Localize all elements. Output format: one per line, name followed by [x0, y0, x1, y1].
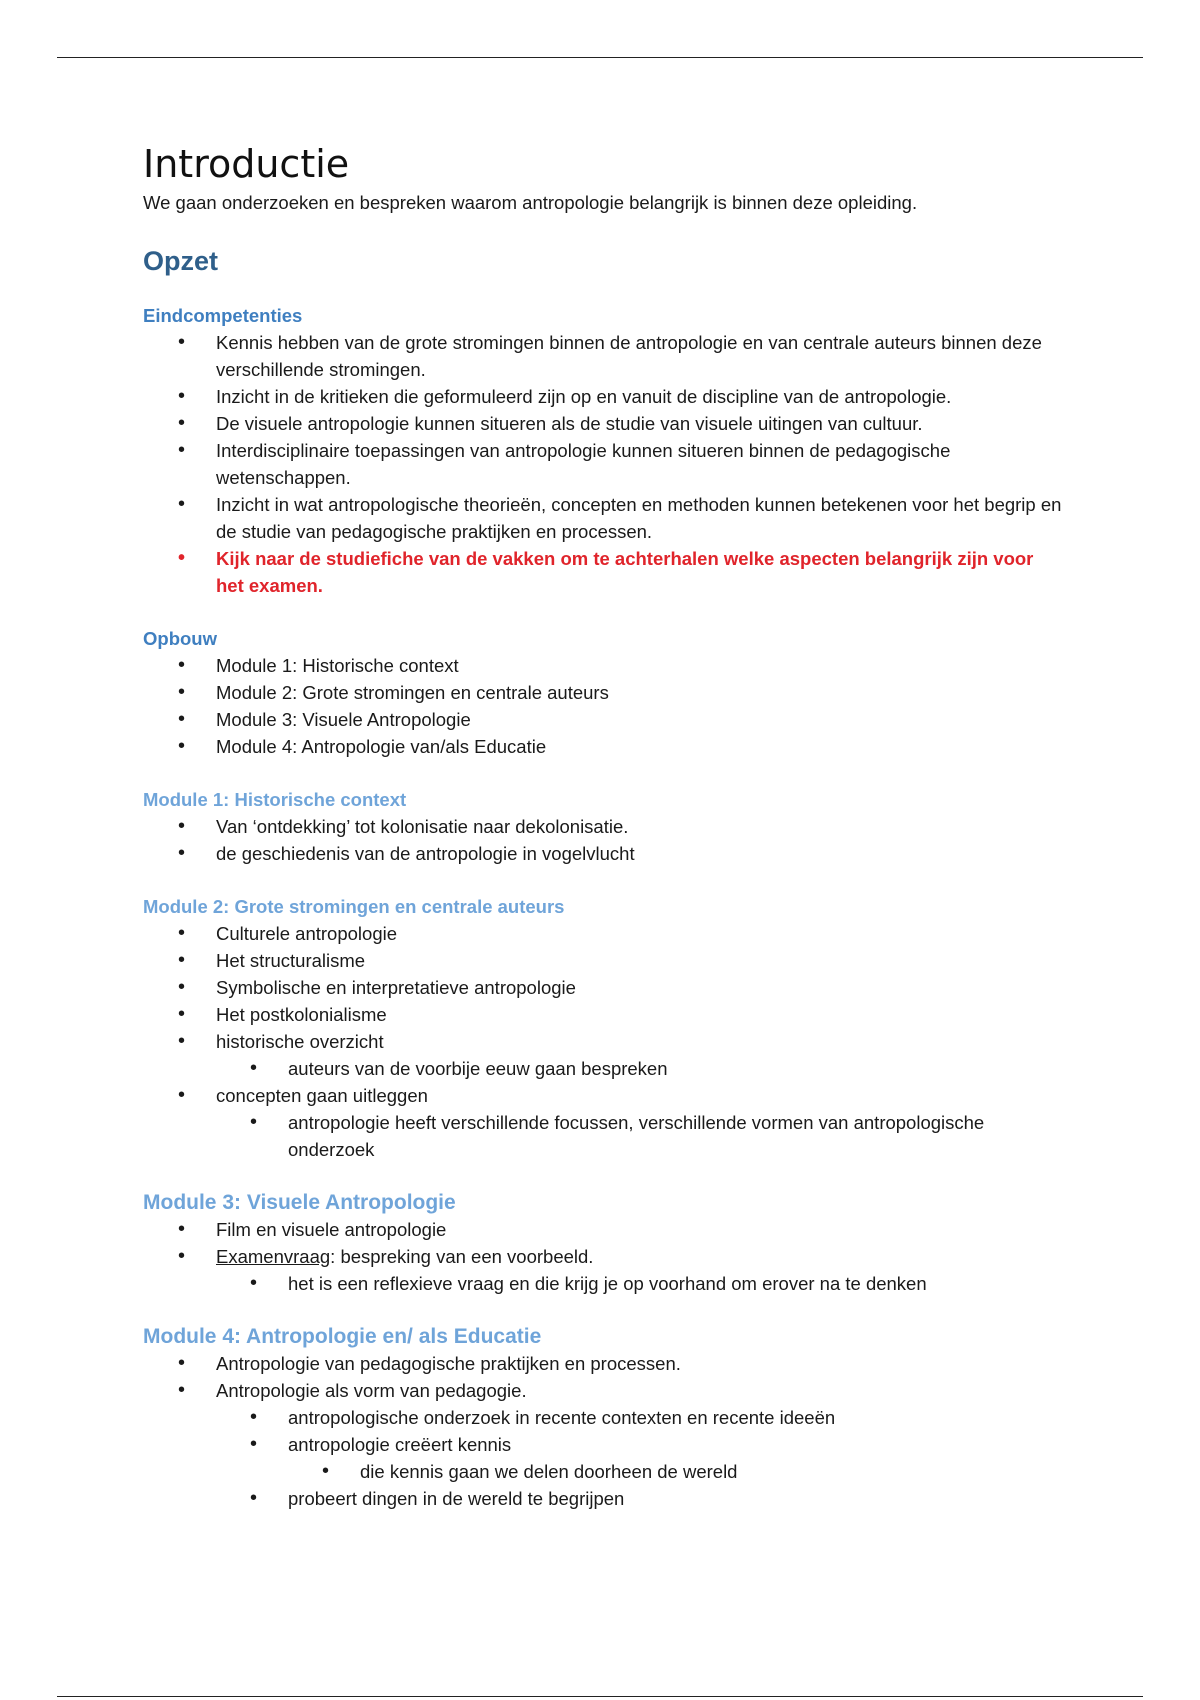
list-item: • Module 4: Antropologie van/als Educatie	[143, 733, 1063, 760]
list-item: • de geschiedenis van de antropologie in vogelvlucht	[143, 840, 1063, 867]
list-item: • Culturele antropologie	[143, 920, 1063, 947]
list-item-exam	[143, 1243, 1063, 1270]
list-item: • Het structuralisme	[143, 947, 1063, 974]
list-item: • Symbolische en interpretatieve antropologie	[143, 974, 1063, 1001]
list-item: • het is een reflexieve vraag en die krijg je op voorhand om erover na te denken	[143, 1270, 1063, 1297]
eindcompetenties-list	[143, 329, 1063, 599]
heading-module-2: Module 2: Grote stromingen en centrale auteurs	[143, 896, 565, 917]
list-item: • concepten gaan uitleggen	[143, 1082, 1063, 1109]
list-item: • Het postkolonialisme	[143, 1001, 1063, 1028]
list-item: • auteurs van de voorbije eeuw gaan bespreken	[143, 1055, 1063, 1082]
list-item: • Antropologie van pedagogische praktijken en processen.	[143, 1350, 1063, 1377]
list-item: • antropologische onderzoek in recente contexten en recente ideeën	[143, 1404, 1063, 1431]
footer-rule	[57, 1696, 1143, 1697]
document-page	[143, 138, 1063, 1512]
list-item: • Film en visuele antropologie	[143, 1216, 1063, 1243]
page-title: Introductie	[143, 142, 350, 186]
module-3-list	[143, 1216, 1063, 1297]
heading-module-3: Module 3: Visuele Antropologie	[143, 1191, 456, 1214]
list-item: • Inzicht in de kritieken die geformuleerd zijn op en vanuit de discipline van de antropologie.	[143, 383, 1063, 410]
opbouw-list	[143, 652, 1063, 760]
module-1-list	[143, 813, 1063, 867]
module-2-list	[143, 920, 1063, 1163]
highlight-note: • Kijk naar de studiefiche van de vakken om te achterhalen welke aspecten belangrijk zijn voor het examen.	[143, 545, 1063, 599]
exam-separator: :	[330, 1246, 341, 1267]
list-item: • antropologie creëert kennis	[143, 1431, 1063, 1458]
list-item: • De visuele antropologie kunnen situeren als de studie van visuele uitingen van cultuur.	[143, 410, 1063, 437]
list-item: • Interdisciplinaire toepassingen van antropologie kunnen situeren binnen de pedagogische wetenschappen.	[143, 437, 1063, 491]
header-rule	[57, 57, 1143, 58]
heading-eindcompetenties: Eindcompetenties	[143, 305, 303, 326]
list-item: • Van ‘ontdekking’ tot kolonisatie naar dekolonisatie.	[143, 813, 1063, 840]
section-heading-opzet: Opzet	[143, 246, 219, 276]
list-item: • probeert dingen in de wereld te begrijpen	[143, 1485, 1063, 1512]
list-item: • Antropologie als vorm van pedagogie.	[143, 1377, 1063, 1404]
list-item: • Inzicht in wat antropologische theorieën, concepten en methoden kunnen betekenen voor het begrip en de studie van pedagogische praktijken en processen.	[143, 491, 1063, 545]
intro-paragraph: We gaan onderzoeken en bespreken waarom antropologie belangrijk is binnen deze opleiding.	[143, 192, 918, 213]
list-item: • Module 3: Visuele Antropologie	[143, 706, 1063, 733]
list-item: • antropologie heeft verschillende focussen, verschillende vormen van antropologische onderzoek	[143, 1109, 1063, 1163]
heading-opbouw: Opbouw	[143, 628, 217, 649]
heading-module-1: Module 1: Historische context	[143, 789, 407, 810]
list-item: • Module 2: Grote stromingen en centrale auteurs	[143, 679, 1063, 706]
exam-text: bespreking van een voorbeeld.	[340, 1246, 594, 1267]
list-item: • historische overzicht	[143, 1028, 1063, 1055]
list-item: • Kennis hebben van de grote stromingen binnen de antropologie en van centrale auteurs binnen deze verschillende stromingen.	[143, 329, 1063, 383]
list-item: • die kennis gaan we delen doorheen de wereld	[143, 1458, 1063, 1485]
heading-module-4: Module 4: Antropologie en/ als Educatie	[143, 1325, 542, 1348]
list-item: • Module 1: Historische context	[143, 652, 1063, 679]
module-4-list	[143, 1350, 1063, 1512]
exam-label: Examenvraag	[216, 1246, 331, 1267]
